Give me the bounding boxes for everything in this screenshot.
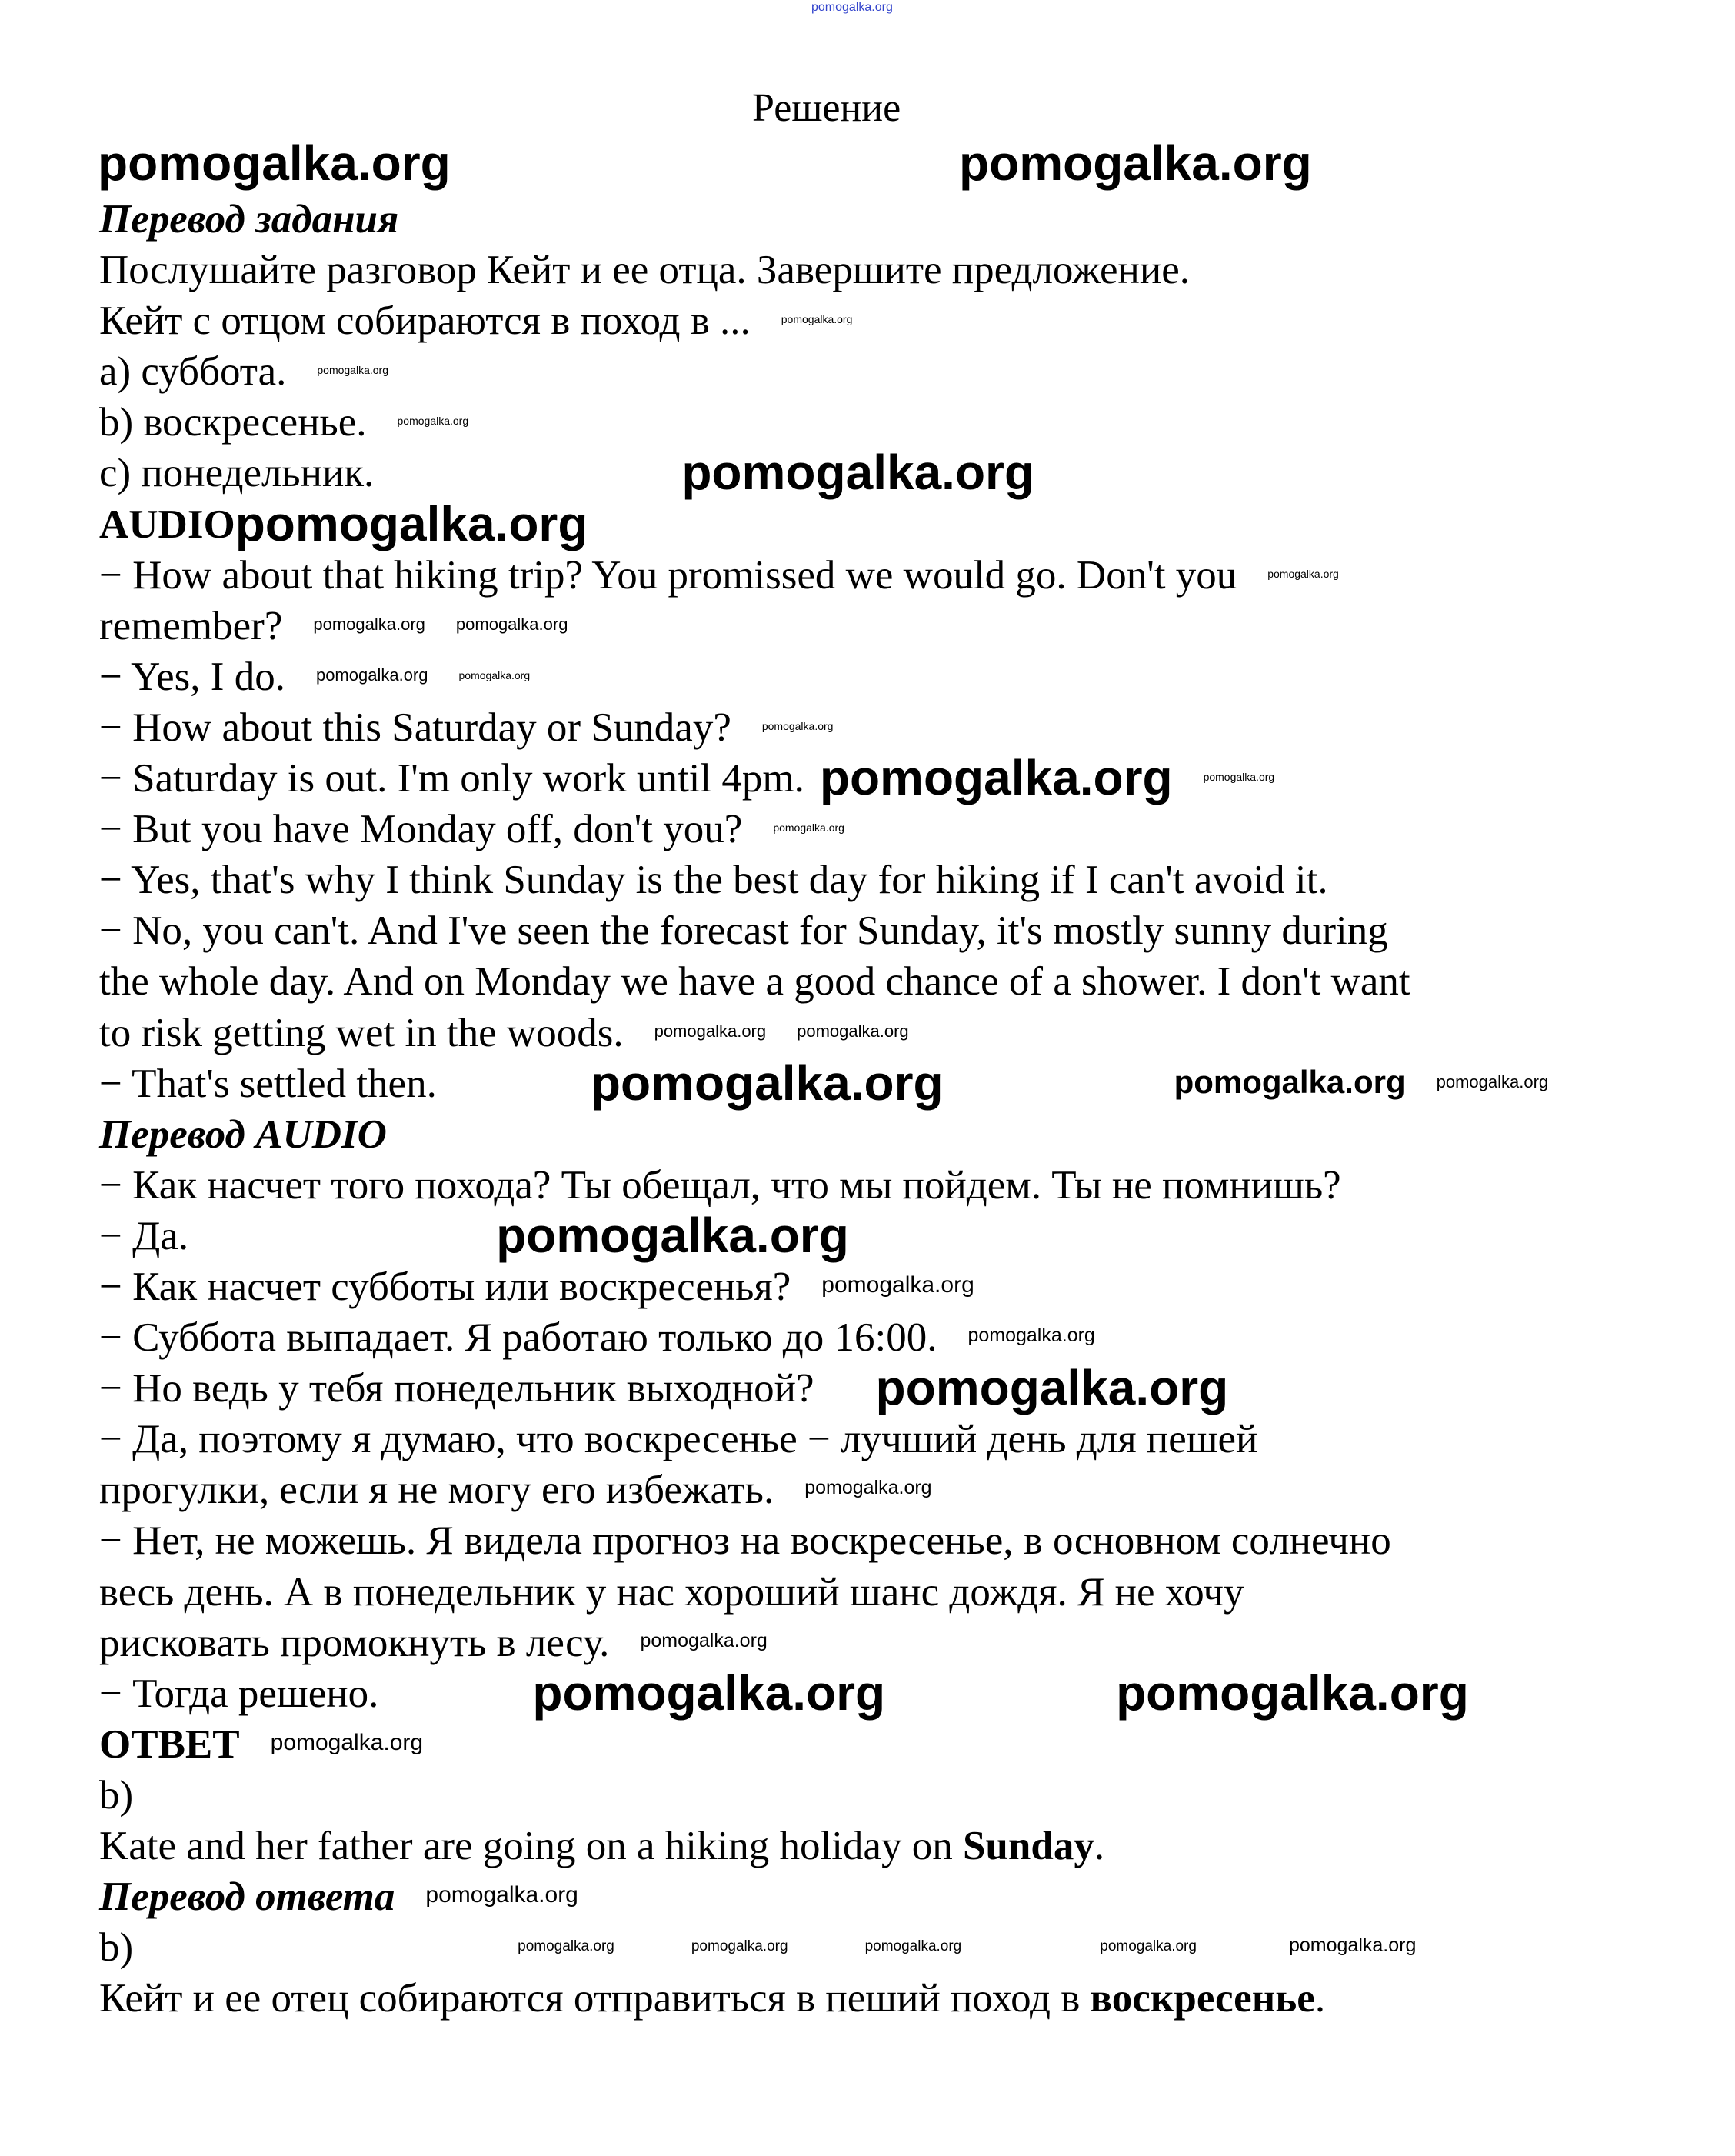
- translation-line: − Да.: [99, 1213, 189, 1258]
- translation-line: весь день. А в понедельник у нас хороший шанс дождя. Я не хочу: [99, 1569, 1244, 1615]
- watermark: pomogalka.org: [98, 135, 451, 191]
- translation-line-row: [99, 1664, 1730, 1721]
- watermark: pomogalka.org: [640, 1629, 768, 1651]
- watermark: pomogalka.org: [317, 364, 388, 377]
- translation-line-row: [99, 1618, 1730, 1668]
- audio-line: to risk getting wet in the woods.: [99, 1010, 624, 1055]
- answer-translation-text: Кейт и ее отец собираются отправиться в пеший поход в: [99, 1976, 1091, 2021]
- watermark: pomogalka.org: [804, 1477, 932, 1499]
- watermark: pomogalka.org: [518, 1938, 614, 1955]
- watermark: pomogalka.org: [781, 313, 853, 326]
- answer-sentence: [99, 1821, 1730, 1871]
- translation-line-row: [99, 1360, 1730, 1416]
- audio-line: − No, you can't. And I've seen the forecast for Sunday, it's mostly sunny during: [99, 908, 1388, 954]
- watermark: pomogalka.org: [681, 445, 1035, 501]
- audio-line: − Yes, that's why I think Sunday is the best day for hiking if I can't avoid it.: [99, 858, 1328, 903]
- task-line: Послушайте разговор Кейт и ее отца. Завершите предложение.: [99, 248, 1191, 293]
- watermark: pomogalka.org: [821, 1271, 974, 1298]
- translation-line: − Как насчет субботы или воскресенья?: [99, 1264, 791, 1309]
- watermark: pomogalka.org: [1267, 567, 1339, 580]
- audio-line: − But you have Monday off, don't you?: [99, 807, 743, 852]
- audio-line-row: [99, 601, 1730, 651]
- watermark: pomogalka.org: [425, 1882, 578, 1908]
- audio-line: − That's settled then.: [99, 1061, 437, 1106]
- watermark: pomogalka.org: [1203, 771, 1275, 784]
- task-line-row: [99, 295, 1730, 346]
- audio-heading-line: [99, 495, 1730, 551]
- translation-line: − Как насчет того похода? Ты обещал, что мы пойдем. Ты не помнишь?: [99, 1162, 1341, 1208]
- option-b-row: [99, 397, 1730, 448]
- translation-line: − Да, поэтому я думаю, что воскресенье − лучший день для пешей: [99, 1417, 1258, 1462]
- audio-line: − Saturday is out. I'm only work until 4pm.: [99, 756, 804, 801]
- audio-line-row: [99, 1055, 1730, 1111]
- answer-translation-punct: .: [1314, 1976, 1326, 2021]
- answer-translation-bold: воскресенье: [1090, 1976, 1315, 2021]
- translation-line-row: [99, 1207, 1730, 1263]
- watermark-row: [98, 135, 1713, 191]
- header-watermark: pomogalka.org: [811, 1, 893, 14]
- option-c: c) понедельник.: [99, 451, 375, 496]
- page-title: Решение: [752, 86, 901, 130]
- watermark: pomogalka.org: [797, 1021, 909, 1041]
- watermark: pomogalka.org: [313, 614, 425, 634]
- translation-line-row: [99, 1312, 1730, 1363]
- option-b: b) воскресенье.: [99, 400, 367, 445]
- audio-line-row: [99, 550, 1730, 601]
- watermark: pomogalka.org: [761, 719, 834, 732]
- translation-line-row: [99, 1465, 1730, 1515]
- task-heading: Перевод задания: [99, 197, 399, 242]
- watermark: pomogalka.org: [532, 1664, 886, 1721]
- watermark: pomogalka.org: [1288, 1934, 1417, 1957]
- watermark: pomogalka.org: [691, 1938, 788, 1955]
- watermark: pomogalka.org: [458, 668, 531, 681]
- audio-line: the whole day. And on Monday we have a good chance of a shower. I don't want: [99, 959, 1410, 1005]
- watermark: pomogalka.org: [496, 1207, 849, 1263]
- option-a-row: [99, 346, 1730, 397]
- audio-line-row: [99, 804, 1730, 855]
- watermark: pomogalka.org: [1100, 1938, 1197, 1955]
- watermark: pomogalka.org: [654, 1021, 767, 1041]
- watermark: pomogalka.org: [1436, 1071, 1549, 1091]
- watermark: pomogalka.org: [819, 750, 1173, 806]
- answer-punct: .: [1094, 1824, 1105, 1868]
- task-line: Кейт с отцом собираются в поход в ...: [99, 298, 751, 344]
- answer-heading: ОТВЕТ: [99, 1721, 240, 1767]
- watermark: pomogalka.org: [455, 614, 568, 634]
- audio-line: − How about that hiking trip? You promissed we would go. Don't you: [99, 552, 1237, 598]
- answer-translation-choice-row: [99, 1922, 1730, 1973]
- watermark: pomogalka.org: [1174, 1063, 1406, 1100]
- answer-translation-choice: b): [99, 1925, 134, 1971]
- audio-line-row: [99, 651, 1730, 702]
- option-c-row: [99, 445, 1730, 501]
- answer-bold: Sunday: [962, 1824, 1094, 1868]
- audio-line: remember?: [99, 603, 283, 648]
- translation-line-row: [99, 1261, 1730, 1312]
- watermark: pomogalka.org: [1116, 1664, 1469, 1721]
- translation-line: − Тогда решено.: [99, 1671, 379, 1716]
- audio-heading: AUDIO: [99, 502, 235, 547]
- audio-line: − How about this Saturday or Sunday?: [99, 705, 731, 750]
- translation-line: рисковать промокнуть в лесу.: [99, 1620, 610, 1665]
- translation-line: − Суббота выпадает. Я работаю только до 16:00.: [99, 1315, 937, 1361]
- watermark: pomogalka.org: [397, 415, 469, 428]
- answer-heading-row: [99, 1719, 1730, 1770]
- audio-line: − Yes, I do.: [99, 654, 285, 699]
- option-a: a) суббота.: [99, 349, 287, 395]
- translation-line: − Нет, не можешь. Я видела прогноз на воскресенье, в основном солнечно: [99, 1518, 1391, 1564]
- document-body: [99, 194, 1730, 2024]
- watermark: pomogalka.org: [959, 135, 1312, 191]
- watermark: pomogalka.org: [967, 1325, 1095, 1347]
- watermark: pomogalka.org: [235, 495, 588, 551]
- watermark: pomogalka.org: [864, 1938, 962, 1955]
- watermark: pomogalka.org: [773, 821, 844, 835]
- watermark: pomogalka.org: [315, 665, 428, 685]
- answer-choice: b): [99, 1772, 134, 1818]
- audio-line-row: [99, 702, 1730, 753]
- translation-line: − Но ведь у тебя понедельник выходной?: [99, 1366, 814, 1411]
- audio-line-row: [99, 1008, 1730, 1058]
- watermark: pomogalka.org: [875, 1360, 1229, 1416]
- translation-line: прогулки, если я не могу его избежать.: [99, 1468, 774, 1513]
- answer-translation-sentence: [99, 1973, 1730, 2024]
- audio-line-row: [99, 750, 1730, 806]
- answer-translation-heading-row: [99, 1871, 1730, 1922]
- answer-translation-heading: Перевод ответа: [99, 1874, 395, 1920]
- watermark: pomogalka.org: [270, 1729, 424, 1755]
- watermark: pomogalka.org: [590, 1055, 944, 1111]
- answer-text: Kate and her father are going on a hiking holiday on: [99, 1824, 963, 1868]
- audio-translation-heading: Перевод AUDIO: [99, 1111, 387, 1157]
